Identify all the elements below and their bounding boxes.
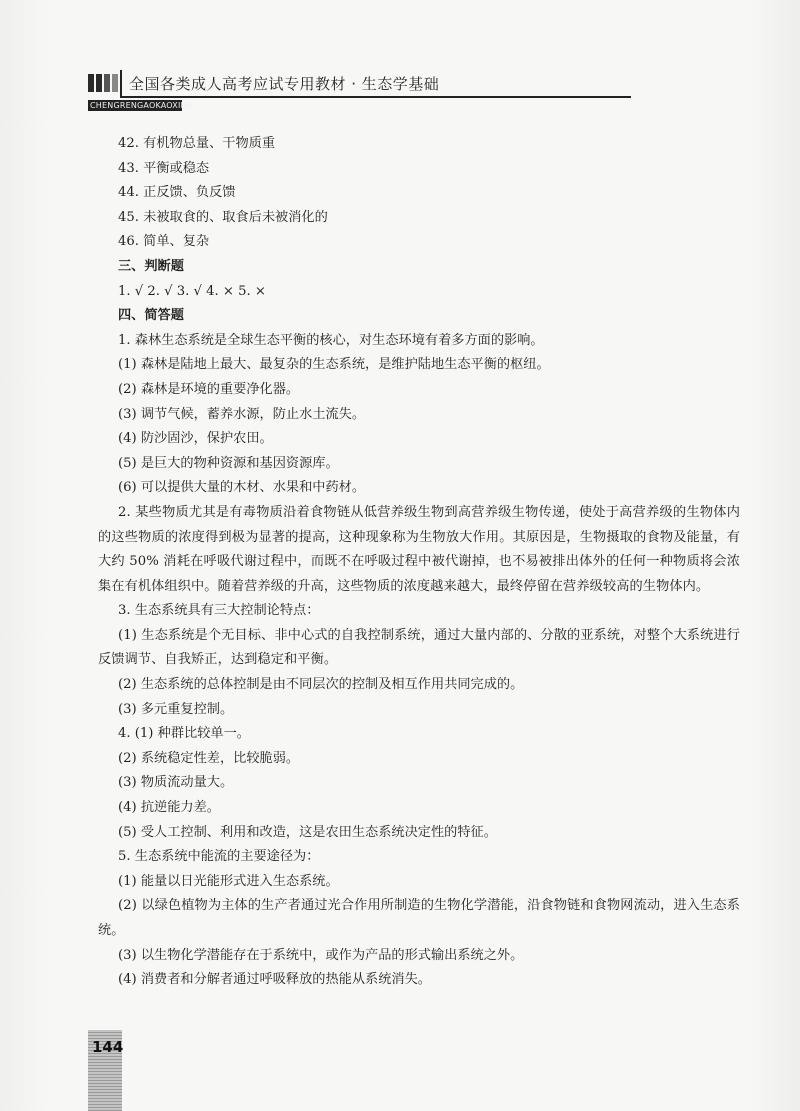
section-heading: 四、简答题: [118, 308, 184, 324]
answer-line: 43. 平衡或稳态: [118, 160, 210, 176]
answer-line: 46. 简单、复杂: [118, 234, 210, 250]
header-divider: [120, 70, 122, 98]
answer-line: (2) 生态系统的总体控制是由不同层次的控制及相互作用共同完成的。: [118, 677, 524, 693]
answer-line: (2) 系统稳定性差，比较脆弱。: [118, 750, 300, 766]
answer-line: (3) 调节气候，蓄养水源，防止水土流失。: [118, 406, 366, 422]
answer-line: 1. √ 2. √ 3. √ 4. × 5. ×: [118, 283, 266, 299]
paragraph: (2) 以绿色植物为主体的生产者通过光合作用所制造的生物化学潜能，沿食物链和食物网流动，进入生态系统。: [98, 898, 740, 938]
answer-line: (3) 多元重复控制。: [118, 701, 234, 717]
answer-line: 45. 未被取食的、取食后未被消化的: [118, 209, 328, 225]
answer-line: (4) 防沙固沙，保护农田。: [118, 431, 273, 447]
answer-line: 1. 森林生态系统是全球生态平衡的核心，对生态环境有着多方面的影响。: [118, 332, 544, 348]
header-logo-blocks: [88, 74, 122, 92]
answer-line: (1) 能量以日光能形式进入生态系统。: [118, 873, 339, 889]
answer-line: (3) 以生物化学潜能存在于系统中，或作为产品的形式输出系统之外。: [118, 947, 524, 963]
answer-line: (6) 可以提供大量的木材、水果和中药材。: [118, 480, 366, 496]
answer-line: (4) 抗逆能力差。: [118, 800, 220, 816]
answer-line: (1) 森林是陆地上最大、最复杂的生态系统，是维护陆地生态平衡的枢纽。: [118, 357, 550, 373]
answer-line: (5) 受人工控制、利用和改造，这是农田生态系统决定性的特征。: [118, 824, 497, 840]
answer-line: 5. 生态系统中能流的主要途径为：: [118, 849, 320, 865]
header-rule: [121, 96, 631, 98]
answer-text-body: [98, 132, 740, 993]
answer-line: 4. (1) 种群比较单一。: [118, 726, 250, 742]
section-heading: 三、判断题: [118, 258, 184, 274]
answer-line: (2) 森林是环境的重要净化器。: [118, 381, 300, 397]
answer-line: (4) 消费者和分解者通过呼吸释放的热能从系统消失。: [118, 972, 431, 988]
answer-line: (3) 物质流动量大。: [118, 775, 234, 791]
answer-line: 42. 有机物总量、干物质重: [118, 136, 276, 151]
running-header: [88, 72, 633, 112]
header-series-label: CHENGRENGAOKAOXILIE: [90, 101, 193, 110]
paragraph: 2. 某些物质尤其是有毒物质沿着食物链从低营养级生物到高营养级生物传递，使处于高营养级的生物体内的这些物质的浓度得到极为显著的提高，这种现象称为生物放大作用。其原因是，生物摄取的食物及能量，有大约 50% 消耗在呼吸代谢过程中，而既不在呼吸过程中被代谢掉，也不易被排出体外的任何一种物质将会浓集在有机体组织中。随着营养级的升高，这些物质的浓度越来越大，最终停留在营养级较高的生物体内。: [98, 504, 740, 594]
page-number: 144: [92, 1038, 124, 1056]
paragraph: (1) 生态系统是个无目标、非中心式的自我控制系统，通过大量内部的、分散的亚系统，对整个大系统进行反馈调节、自我矫正，达到稳定和平衡。: [98, 627, 740, 668]
answer-line: 3. 生态系统具有三大控制论特点：: [118, 603, 320, 619]
answer-line: (5) 是巨大的物种资源和基因资源库。: [118, 455, 339, 471]
answer-line: 44. 正反馈、负反馈: [118, 185, 236, 201]
header-title: 全国各类成人高考应试专用教材 · 生态学基础: [129, 75, 440, 93]
